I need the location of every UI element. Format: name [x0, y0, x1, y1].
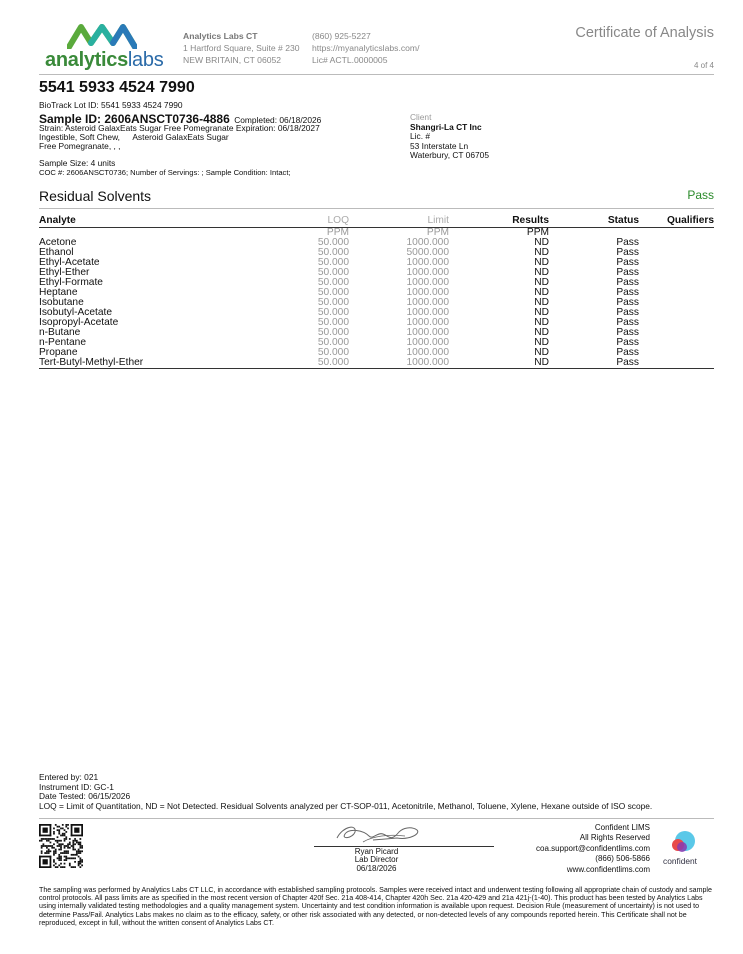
qr-code-icon[interactable]	[39, 824, 83, 868]
disclaimer: The sampling was performed by Analytics Labs CT LLC, in accordance with established sampling protocols. Samples were received intact and underwent testing following all appropriate chain of custody and sample control protocols. All pass limits are as specified in the most recent version of Chapter 420f Sec. 21a 408-414, Chapter 420h Sec. 21a 420-429 and 21a 421j-(1-40). This product has been tested by Analytics Labs using internally validated testing methodologies and a quality management system. Uncertainty and test condition information is available upon request. Decision Rule (measurement of uncertainty) is not used to determine Pass/Fail. Analytics Labs makes no claim as to the efficacy, safety, or other risk associated with any detected, or non-detected levels of any compounds reported herein. This Certificate shall not be reproduced, except in full, without the written consent of Analytics Labs CT.	[39, 886, 712, 927]
qualifier-cell	[639, 268, 714, 278]
lims-email[interactable]: coa.support@confidentlims.com	[536, 843, 650, 853]
signature-date: 06/18/2026	[356, 863, 397, 873]
section-divider	[39, 208, 714, 209]
unit-loq: PPM	[326, 227, 349, 238]
header-divider	[39, 74, 714, 75]
lab-logo	[45, 23, 170, 73]
lab-license: Lic# ACTL.0000005	[312, 55, 388, 65]
analyte-cell: Ethyl-Acetate	[39, 257, 100, 268]
loq-cell: 50.000	[317, 327, 349, 338]
status-cell: Pass	[616, 307, 639, 318]
result-cell: ND	[534, 237, 549, 248]
section-title: Residual Solvents	[39, 188, 152, 204]
limit-cell: 1000.000	[406, 317, 449, 328]
qualifier-cell	[639, 308, 714, 318]
logo-mountains-icon	[67, 23, 137, 49]
status-cell: Pass	[549, 358, 639, 369]
table-row	[39, 268, 714, 278]
result-cell: ND	[449, 358, 549, 369]
product-type: Ingestible, Soft Chew,	[39, 132, 121, 142]
qualifier-cell	[639, 318, 714, 328]
table-row	[39, 328, 714, 338]
analyte-cell: Heptane	[39, 287, 78, 298]
logo-text-analytics: analytics	[45, 49, 128, 71]
result-cell: ND	[534, 327, 549, 338]
table-row	[39, 248, 714, 258]
analyte-cell: Acetone	[39, 237, 77, 248]
header-qualifiers: Qualifiers	[639, 215, 714, 228]
table-row	[39, 278, 714, 288]
entered-by: Entered by: 021	[39, 772, 99, 782]
table-row	[39, 298, 714, 308]
analyte-cell: Isobutyl-Acetate	[39, 307, 113, 318]
notes-block	[39, 773, 652, 811]
strain: Strain: Asteroid GalaxEats Sugar Free Pomegranate	[39, 123, 234, 133]
result-cell: ND	[534, 247, 549, 258]
status-cell: Pass	[616, 267, 639, 278]
qualifier-cell	[639, 338, 714, 348]
units-row	[39, 228, 714, 239]
qualifier-cell	[639, 238, 714, 248]
document-title: Certificate of Analysis	[575, 25, 714, 41]
limit-cell: 1000.000	[406, 257, 449, 268]
limit-cell: 1000.000	[406, 337, 449, 348]
qualifier-cell	[639, 258, 714, 268]
lims-name: Confident LIMS	[594, 823, 650, 832]
analyte-cell: Ethanol	[39, 247, 74, 258]
status-cell: Pass	[616, 287, 639, 298]
lims-url[interactable]: www.confidentlims.com	[566, 864, 650, 874]
confident-logo-text: confident	[663, 856, 697, 866]
header-limit: Limit	[349, 215, 449, 228]
completed-date: Completed: 06/18/2026	[234, 115, 322, 125]
signature-line	[314, 846, 494, 847]
loq-cell: 50.000	[317, 267, 349, 278]
lab-address-1: 1 Hartford Square, Suite # 230	[183, 43, 300, 53]
barcode-number: 5541 5933 4524 7990	[39, 79, 195, 96]
product-name-1: Asteroid GalaxEats Sugar	[132, 132, 229, 142]
status-cell: Pass	[616, 327, 639, 338]
signature-block	[314, 848, 439, 873]
limit-cell: 1000.000	[406, 277, 449, 288]
loq-cell: 50.000	[317, 297, 349, 308]
limit-cell: 1000.000	[406, 327, 449, 338]
confident-logo-icon	[668, 830, 698, 856]
header-status: Status	[549, 215, 639, 228]
instrument-id: Instrument ID: GC-1	[39, 781, 114, 792]
signer-title: Lab Director	[354, 855, 399, 865]
qualifier-cell	[639, 278, 714, 288]
lab-url[interactable]: https://myanalyticslabs.com/	[312, 43, 420, 53]
limit-cell: 1000.000	[406, 307, 449, 318]
analyte-cell: n-Pentane	[39, 337, 87, 348]
lab-address-block	[183, 30, 300, 66]
client-license: Lic. #	[410, 131, 431, 142]
signer-name: Ryan Picard	[354, 847, 399, 856]
table-row	[39, 258, 714, 268]
loq-cell: 50.000	[317, 307, 349, 318]
limit-cell: 1000.000	[406, 347, 449, 358]
expiration: Expiration: 06/18/2027	[235, 123, 320, 133]
loq-cell: 50.000	[317, 277, 349, 288]
lims-rights: All Rights Reserved	[579, 833, 650, 843]
status-cell: Pass	[616, 257, 639, 268]
table-row	[39, 358, 714, 369]
unit-results: PPM	[526, 227, 549, 238]
logo-text-labs: labs	[127, 49, 164, 71]
header-loq: LOQ	[254, 215, 349, 228]
sample-id: Sample ID: 2606ANSCT0736-4886	[39, 112, 230, 126]
limit-cell: 5000.000	[406, 247, 449, 258]
table-row	[39, 308, 714, 318]
client-label: Client	[410, 112, 432, 122]
limit-cell: 1000.000	[349, 358, 449, 369]
result-cell: ND	[534, 277, 549, 288]
unit-limit: PPM	[426, 227, 449, 238]
header-analyte: Analyte	[39, 215, 254, 228]
limit-cell: 1000.000	[406, 297, 449, 308]
qualifier-cell	[639, 248, 714, 258]
result-cell: ND	[534, 267, 549, 278]
table-row	[39, 318, 714, 328]
lab-phone: (860) 925-5227	[312, 31, 371, 41]
biotrack-lot-id: BioTrack Lot ID: 5541 5933 4524 7990	[39, 100, 183, 110]
status-cell: Pass	[616, 297, 639, 308]
table-row	[39, 238, 714, 248]
limit-cell: 1000.000	[406, 237, 449, 248]
analyte-cell: Isobutane	[39, 297, 84, 308]
client-name: Shangri-La CT Inc	[410, 121, 482, 132]
signature-icon	[333, 822, 423, 848]
legend-note: LOQ = Limit of Quantitation, ND = Not Detected. Residual Solvents analyzed per CT-SOP-011, Acetonitrile, Methanol, Toluene, Xylene, Hexane outside of ISO scope.	[39, 800, 653, 811]
status-cell: Pass	[616, 237, 639, 248]
result-cell: ND	[534, 297, 549, 308]
analyte-cell: n-Butane	[39, 327, 81, 338]
loq-cell: 50.000	[254, 358, 349, 369]
section-status: Pass	[687, 188, 714, 202]
qualifier-cell	[639, 358, 714, 369]
loq-cell: 50.000	[317, 287, 349, 298]
qualifier-cell	[639, 328, 714, 338]
lims-block	[536, 823, 650, 875]
date-tested: Date Tested: 06/15/2026	[39, 791, 131, 802]
status-cell: Pass	[616, 347, 639, 358]
lims-phone: (866) 506-5866	[595, 854, 650, 864]
status-cell: Pass	[616, 247, 639, 258]
qualifier-cell	[639, 348, 714, 358]
analyte-cell: Propane	[39, 347, 78, 358]
footer-divider	[39, 818, 714, 819]
lab-name: Analytics Labs CT	[183, 31, 258, 41]
lab-address-2: NEW BRITAIN, CT 06052	[183, 55, 282, 65]
loq-cell: 50.000	[317, 317, 349, 328]
status-cell: Pass	[616, 337, 639, 348]
analyte-cell: Isopropyl-Acetate	[39, 317, 119, 328]
result-cell: ND	[534, 257, 549, 268]
client-address-1: 53 Interstate Ln	[410, 140, 469, 151]
limit-cell: 1000.000	[406, 267, 449, 278]
loq-cell: 50.000	[317, 237, 349, 248]
qualifier-cell	[639, 288, 714, 298]
client-address-2: Waterbury, CT 06705	[410, 150, 489, 161]
loq-cell: 50.000	[317, 347, 349, 358]
product-name-2: Free Pomegranate, , ,	[39, 141, 121, 151]
loq-cell: 50.000	[317, 247, 349, 258]
status-cell: Pass	[616, 317, 639, 328]
result-cell: ND	[534, 347, 549, 358]
status-cell: Pass	[616, 277, 639, 288]
result-cell: ND	[534, 317, 549, 328]
lab-contact-block	[312, 30, 419, 66]
client-block	[410, 113, 489, 161]
loq-cell: 50.000	[317, 337, 349, 348]
analyte-cell: Tert-Butyl-Methyl-Ether	[39, 358, 254, 369]
analyte-cell: Ethyl-Formate	[39, 277, 103, 288]
coc-line: COC #: 2606ANSCT0736; Number of Servings: ; Sample Condition: Intact;	[39, 168, 291, 177]
page-number: 4 of 4	[693, 61, 714, 70]
qualifier-cell	[639, 298, 714, 308]
result-cell: ND	[534, 307, 549, 318]
table-row	[39, 338, 714, 348]
header-results: Results	[449, 215, 549, 228]
result-cell: ND	[534, 287, 549, 298]
loq-cell: 50.000	[317, 257, 349, 268]
results-table	[39, 215, 714, 369]
result-cell: ND	[534, 337, 549, 348]
table-row	[39, 288, 714, 298]
limit-cell: 1000.000	[406, 287, 449, 298]
table-header-row	[39, 215, 714, 228]
analyte-cell: Ethyl-Ether	[39, 267, 90, 278]
sample-size: Sample Size: 4 units	[39, 158, 116, 168]
